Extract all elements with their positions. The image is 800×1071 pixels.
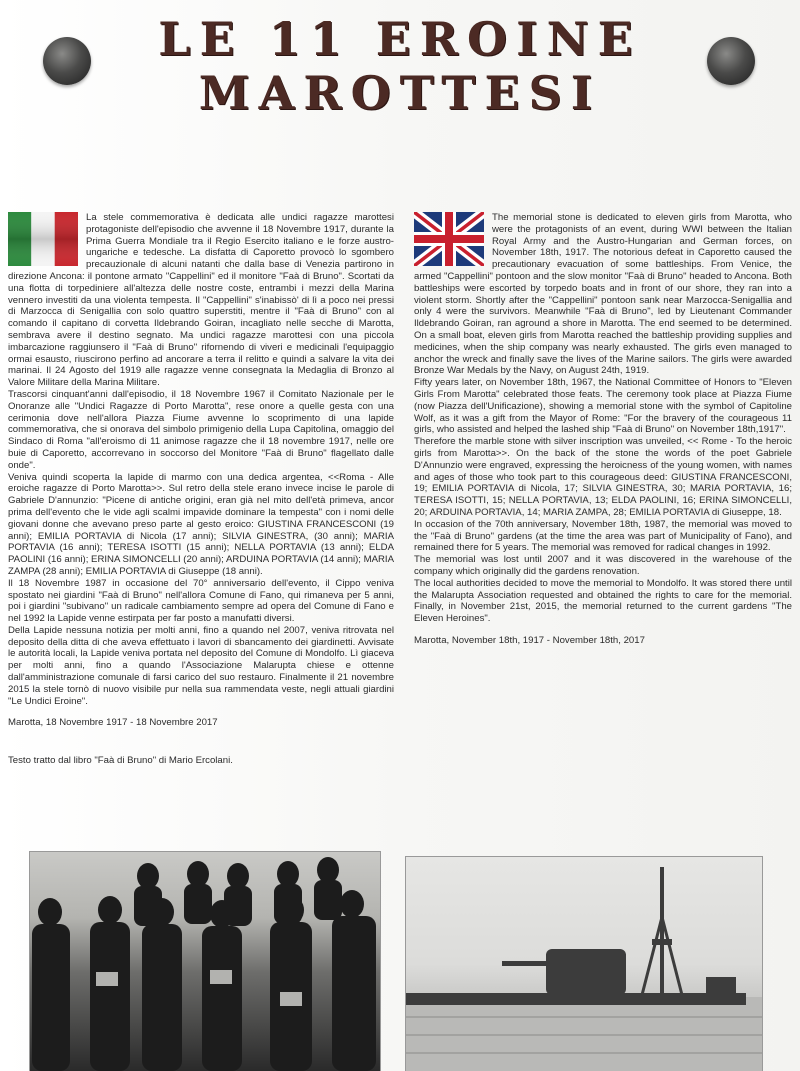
english-paragraph-5: The memorial was lost until 2007 and it was discovered in the warehouse of the company which originally did the gardens renovation.: [414, 554, 792, 577]
book-credit: Testo tratto dal libro "Faà di Bruno" di Mario Ercolani.: [8, 755, 233, 767]
page-title-line2: MAROTTESI: [198, 66, 602, 120]
italian-paragraph-3: Veniva quindi scoperta la lapide di marmo con una dedica argentea, <<Roma - Alle eroiche ragazze di Porto Marotta>>. Sul retro della stele erano invece incise le parole di Gabriele D'annunzio: "Picene di antiche origini, eran già nel mito dell'età primeva, ancor prima dell'evento che le vide agli scalmi impavide dominare la tempesta" con i nomi delle giovani donne che avevano preso parte al gesto eroico: GIUSTINA FRANCESCONI (19 anni); EMILIA PORTAVIA di Nicola (17 anni); SILVIA GINESTRA, (30 anni); MARIA PORTAVIA (16 anni); TERESA ISOTTI (15 anni); NELLA PORTAVIA (13 anni); ELDA PAOLINI (16 anni); ERINA SIMONCELLI (20 anni); ARDUINA PORTAVIA (14 anni); MARIA ZAMPA (28 anni); EMILIA PORTAVIA di Giuseppe (18 anni).: [8, 471, 394, 577]
english-paragraph-2: Fifty years later, on November 18th, 1967, the National Committee of Honors to "Eleven Girls From Marotta" celebrated those feats. The ceremony took place at Piazza Fiume (now Piazza dell'Unificazione), showing a memorial stone with the symbol of Capitoline Wolf, as it was a gift from the Mayor of Rome: "For the bravery of the courageous 11 girls, who assisted and helped the lashed ship "Faà di Bruno" on November 18th,1917".: [414, 377, 792, 436]
italian-text-column: [8, 212, 394, 767]
girls-group-photo: [30, 852, 380, 1071]
uk-flag-icon: [414, 212, 484, 266]
italian-paragraph-5: Della Lapide nessuna notizia per molti anni, fino a quando nel 2007, veniva ritrovata nel deposito della ditta di che aveva effettuato i lavori di sbancamento dei giardinetti. Avvisate le autorità locali, la Lapide veniva portata nel deposito del Comune di Mondolfo. Lì giaceva per molti anni, fino a quando l'Associazione Malarupta chiese e ottenne dall'amministrazione comunale di farsi carico del suo restauro. Finalmente il 21 novembre 2015 la stele tornò di nuovo visibile pur nella sua rammendata veste, negli attuali giardini "Le Undici Eroine".: [8, 624, 394, 707]
italian-paragraph-2: Trascorsi cinquant'anni dall'episodio, il 18 Novembre 1967 il Comitato Nazionale per le Onoranze alle "Undici Ragazze di Porto Marotta", rese onore a quelle gesta con una cerimonia dove nell'allora Piazza Fiume avvenne lo scoprimento di una lapide commemorativa, che si onorava del simbolo primigenio della Lupa Capitolina, omaggio del Sindaco di Roma "all'eroismo di 11 animose ragazze che il 18 novembre 1917, nelle ore buie di Caporetto, accorrevano in soccorso del Monitore "Faà di Bruno" flagellato dalle onde".: [8, 388, 394, 471]
english-text-column: [414, 212, 792, 647]
english-paragraph-6: The local authorities decided to move the memorial to Mondolfo. It was stored there until the Malarupta Association requested and obtained the rights to care for the memorial. Finally, in November 21st, 2015, the memorial returned to the current gardens "The Eleven Heroines".: [414, 577, 792, 625]
italy-flag-icon: [8, 212, 78, 266]
english-paragraph-3: Therefore the marble stone with silver inscription was unveiled, << Rome - To the heroic girls from Marotta>>. On the back of the stone the words of the poet Gabriele D'Annunzio were engraved, expressing the heroicness of the young women, with names and ages of those who took part to this courageous deed: GIUSTINA FRANCESCONI, 19; EMILIA PORTAVIA di Nicola, 17; SILVIA GINESTRA, 30; MARIA PORTAVIA, 16; TERESA ISOTTI, 15; NELLA PORTAVIA, 13; ELDA PAOLINI, 16; ERINA SIMONCELLI, 20; ARDUINA PORTAVIA, 14; MARIA ZAMPA, 28; EMILIA PORTAVIA di Giuseppe, 18.: [414, 436, 792, 518]
english-signature: Marotta, November 18th, 1917 - November 18th, 2017: [414, 634, 645, 646]
girls-silhouettes: [30, 852, 380, 1071]
english-paragraph-1: The memorial stone is dedicated to eleven girls from Marotta, who were the protagonists of an event, during WWI between the Italian Royal Army and the Austro-Hungarian and German forces, on November 18th, 1917. The notorious defeat in Caporetto caused the precautionary evacuation of some battleships. From Venice, the armed "Cappellini" pontoon and the slow monitor "Faà di Bruno" headed to Ancona. Both battleships were escorted by torpedo boats and in front of our shore, they ran into a violent storm. Shortly after the "Cappellini" pontoon sank near Marzocca-Senigallia and only 4 were the survivors. Meanwhile "Faà di Bruno", led by Lieutenant Commander Ildebrando Goiran, ran aground a shore in Marotta. The end seemed to be determined. On a small boat, eleven girls from Marotta reached the battleship providing supplies and medicines, when the ship company was nearly exhausted. The girls even managed to anchor the wreck and finally save the lives of the Marine sailors. The girls were awarded Bronze War Medals by the Navy, on August 24th, 1919.: [414, 212, 792, 377]
page-title-line1: LE 11 EROINE: [158, 12, 642, 66]
battleship-silhouette: [406, 857, 762, 1071]
battleship-photo: [406, 857, 762, 1071]
italian-paragraph-4: Il 18 Novembre 1987 in occasione del 70° anniversario dell'evento, il Cippo veniva spostato nei giardini "Faà di Bruno" nell'allora Comune di Fano, qui rimaneva per 5 anni, poi i giardini "subivano" un radicale cambiamento sempre ad opera del Comune di Fano e nel 1992 la Lapide venne estirpata per far posto a manufatti diversi.: [8, 577, 394, 625]
italian-signature: Marotta, 18 Novembre 1917 - 18 Novembre 2017: [8, 717, 218, 729]
italian-paragraph-1: La stele commemorativa è dedicata alle undici ragazze marottesi protagoniste dell'episodio che avvenne il 18 Novembre 1917, durante la Prima Guerra Mondiale tra il Regio Esercito italiano e le forze austro-ungariche e tedesche. La disfatta di Caporetto provocò lo sgombero precauzionale di alcuni natanti che dalla base di Venezia partirono in direzione Ancona: il pontone armato "Cappellini" ed il monitore "Faà di Bruno". Scortati da una flotta di torpediniere all'altezza delle nostre coste, entrambi i mezzi della Marina vennero investiti da una violenta tempesta. Il "Cappellini" s'inabissò' di lì a poco nei pressi di Marzocca di Senigallia con solo quattro superstiti, mentre il "Faà di Bruno" con al comando il capitano di corvetta Ildebrando Goiran, incagliato nelle secche di Marotta, sembrava avere il destino segnato. Ma undici ragazze marottesi con una piccola imbarcazione raggiunsero il "Faà di Bruno" rifornendo di viveri e medicinali l'equipaggio ormai esausto, riuscirono perfino ad ancorare a terra il relitto e quindi a salvare la vita dei marinai. Il 24 Agosto del 1919 alle ragazze venne consegnata la Medaglia di Bronzo al Valore Militare della Marina Militare.: [8, 212, 394, 389]
english-paragraph-4: In occasion of the 70th anniversary, November 18th, 1987, the memorial was moved to the "Faà di Bruno" gardens (at the time the area was part of Municipality of Fano), and remained there for 5 years. The memorial was removed for radical changes in 1992.: [414, 518, 792, 554]
